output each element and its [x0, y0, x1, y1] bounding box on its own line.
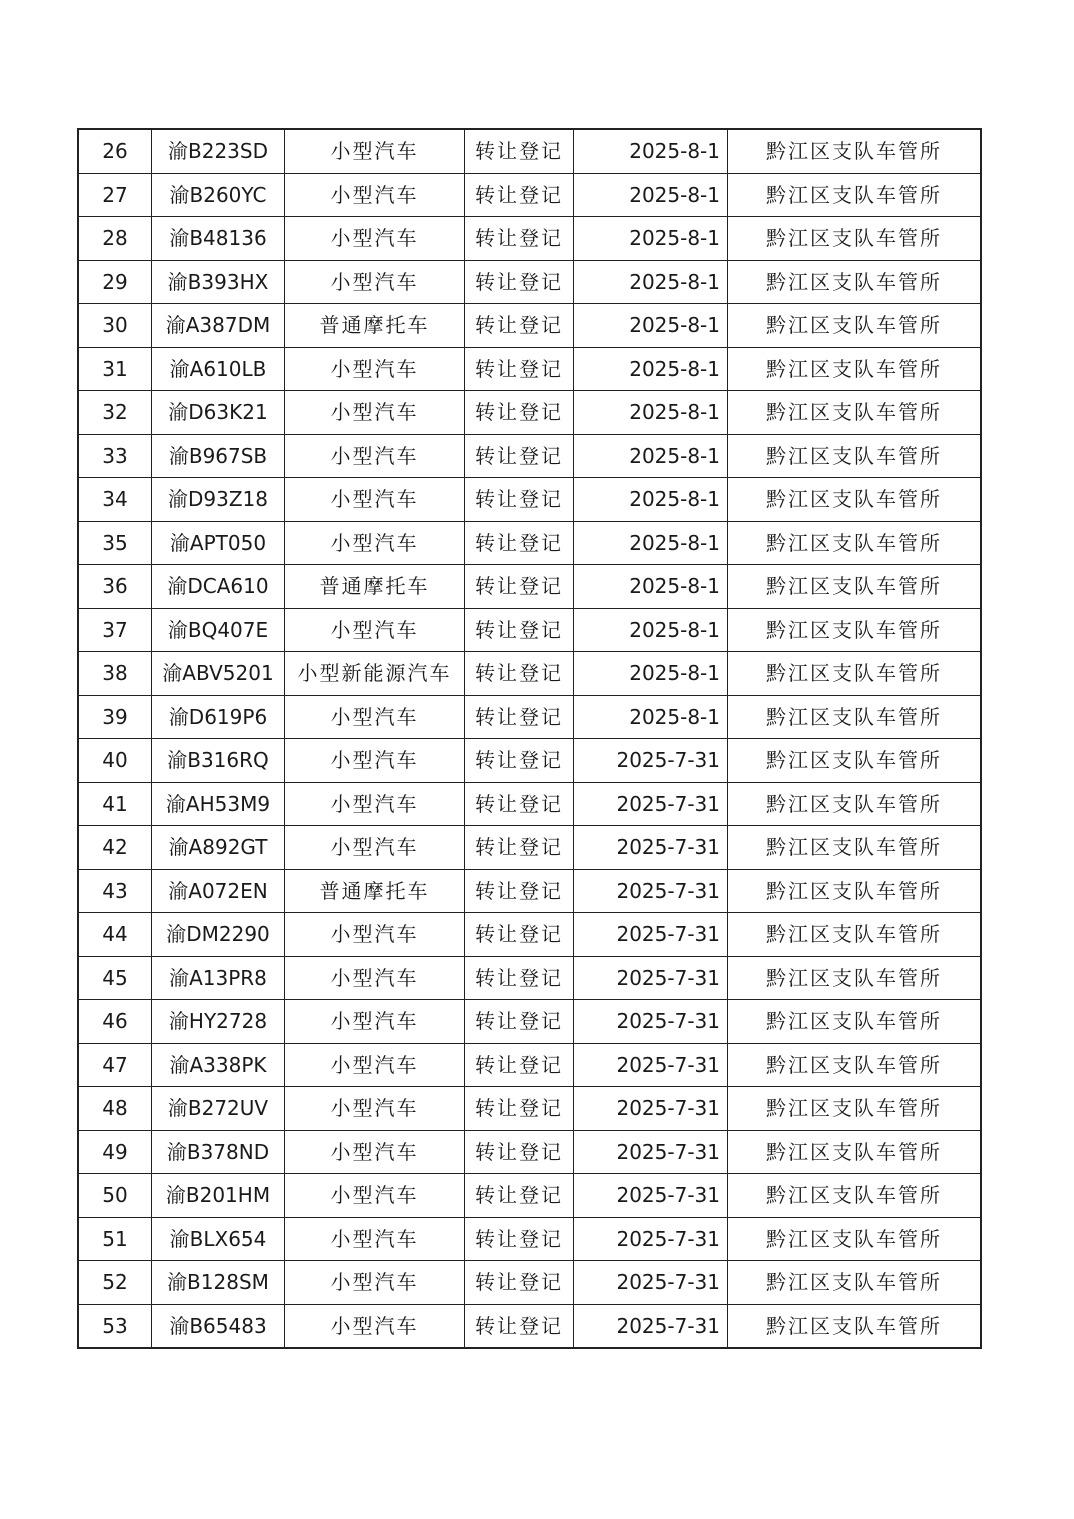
office-cell: 黔江区支队车管所: [728, 434, 982, 478]
seq-cell: 45: [78, 956, 152, 1000]
seq-cell: 37: [78, 608, 152, 652]
plate-cell: 渝B378ND: [152, 1130, 285, 1174]
table-row: [78, 782, 981, 826]
office-cell: 黔江区支队车管所: [728, 565, 982, 609]
business-type-cell: 转让登记: [465, 478, 574, 522]
table-row: [78, 1217, 981, 1261]
office-cell: 黔江区支队车管所: [728, 956, 982, 1000]
table-row: [78, 478, 981, 522]
seq-cell: 27: [78, 173, 152, 217]
office-cell: 黔江区支队车管所: [728, 304, 982, 348]
table-row: [78, 173, 981, 217]
seq-cell: 42: [78, 826, 152, 870]
date-cell: 2025-8-1: [574, 478, 728, 522]
table-row: [78, 565, 981, 609]
plate-cell: 渝HY2728: [152, 1000, 285, 1044]
vehicle-type-cell: 小型汽车: [285, 1217, 465, 1261]
table-row: [78, 913, 981, 957]
plate-cell: 渝D93Z18: [152, 478, 285, 522]
seq-cell: 43: [78, 869, 152, 913]
table-row: [78, 608, 981, 652]
plate-cell: 渝APT050: [152, 521, 285, 565]
seq-cell: 53: [78, 1304, 152, 1348]
date-cell: 2025-8-1: [574, 695, 728, 739]
date-cell: 2025-7-31: [574, 1261, 728, 1305]
business-type-cell: 转让登记: [465, 1000, 574, 1044]
table-row: [78, 521, 981, 565]
office-cell: 黔江区支队车管所: [728, 1304, 982, 1348]
seq-cell: 36: [78, 565, 152, 609]
vehicle-type-cell: 小型汽车: [285, 782, 465, 826]
seq-cell: 35: [78, 521, 152, 565]
vehicle-type-cell: 普通摩托车: [285, 304, 465, 348]
date-cell: 2025-7-31: [574, 1000, 728, 1044]
seq-cell: 47: [78, 1043, 152, 1087]
business-type-cell: 转让登记: [465, 956, 574, 1000]
date-cell: 2025-8-1: [574, 129, 728, 173]
business-type-cell: 转让登记: [465, 913, 574, 957]
seq-cell: 50: [78, 1174, 152, 1218]
vehicle-type-cell: 小型汽车: [285, 434, 465, 478]
plate-cell: 渝A892GT: [152, 826, 285, 870]
seq-cell: 48: [78, 1087, 152, 1131]
business-type-cell: 转让登记: [465, 782, 574, 826]
plate-cell: 渝B272UV: [152, 1087, 285, 1131]
vehicle-type-cell: 小型汽车: [285, 608, 465, 652]
date-cell: 2025-7-31: [574, 782, 728, 826]
vehicle-type-cell: 小型新能源汽车: [285, 652, 465, 696]
table-row: [78, 1000, 981, 1044]
vehicle-type-cell: 小型汽车: [285, 129, 465, 173]
seq-cell: 28: [78, 217, 152, 261]
business-type-cell: 转让登记: [465, 739, 574, 783]
seq-cell: 40: [78, 739, 152, 783]
table-row: [78, 217, 981, 261]
table-row: [78, 1174, 981, 1218]
table-row: [78, 1130, 981, 1174]
plate-cell: 渝B128SM: [152, 1261, 285, 1305]
business-type-cell: 转让登记: [465, 1174, 574, 1218]
business-type-cell: 转让登记: [465, 260, 574, 304]
seq-cell: 51: [78, 1217, 152, 1261]
plate-cell: 渝B260YC: [152, 173, 285, 217]
vehicle-type-cell: 小型汽车: [285, 1174, 465, 1218]
table-row: [78, 739, 981, 783]
plate-cell: 渝DCA610: [152, 565, 285, 609]
office-cell: 黔江区支队车管所: [728, 347, 982, 391]
date-cell: 2025-7-31: [574, 826, 728, 870]
date-cell: 2025-7-31: [574, 913, 728, 957]
vehicle-type-cell: 小型汽车: [285, 1087, 465, 1131]
vehicle-type-cell: 小型汽车: [285, 347, 465, 391]
table-row: [78, 304, 981, 348]
office-cell: 黔江区支队车管所: [728, 129, 982, 173]
plate-cell: 渝DM2290: [152, 913, 285, 957]
plate-cell: 渝B223SD: [152, 129, 285, 173]
date-cell: 2025-7-31: [574, 869, 728, 913]
office-cell: 黔江区支队车管所: [728, 739, 982, 783]
seq-cell: 32: [78, 391, 152, 435]
office-cell: 黔江区支队车管所: [728, 913, 982, 957]
office-cell: 黔江区支队车管所: [728, 695, 982, 739]
vehicle-type-cell: 小型汽车: [285, 1000, 465, 1044]
business-type-cell: 转让登记: [465, 434, 574, 478]
office-cell: 黔江区支队车管所: [728, 521, 982, 565]
date-cell: 2025-7-31: [574, 1174, 728, 1218]
seq-cell: 39: [78, 695, 152, 739]
vehicle-type-cell: 小型汽车: [285, 1043, 465, 1087]
seq-cell: 38: [78, 652, 152, 696]
business-type-cell: 转让登记: [465, 129, 574, 173]
office-cell: 黔江区支队车管所: [728, 652, 982, 696]
plate-cell: 渝A13PR8: [152, 956, 285, 1000]
date-cell: 2025-8-1: [574, 565, 728, 609]
vehicle-type-cell: 小型汽车: [285, 956, 465, 1000]
date-cell: 2025-7-31: [574, 1130, 728, 1174]
vehicle-type-cell: 普通摩托车: [285, 565, 465, 609]
vehicle-type-cell: 小型汽车: [285, 739, 465, 783]
table-row: [78, 652, 981, 696]
vehicle-type-cell: 小型汽车: [285, 1261, 465, 1305]
date-cell: 2025-8-1: [574, 434, 728, 478]
plate-cell: 渝A338PK: [152, 1043, 285, 1087]
table-row: [78, 347, 981, 391]
date-cell: 2025-7-31: [574, 739, 728, 783]
office-cell: 黔江区支队车管所: [728, 782, 982, 826]
seq-cell: 49: [78, 1130, 152, 1174]
office-cell: 黔江区支队车管所: [728, 1087, 982, 1131]
vehicle-type-cell: 小型汽车: [285, 478, 465, 522]
seq-cell: 30: [78, 304, 152, 348]
vehicle-type-cell: 小型汽车: [285, 521, 465, 565]
plate-cell: 渝AH53M9: [152, 782, 285, 826]
business-type-cell: 转让登记: [465, 1304, 574, 1348]
date-cell: 2025-7-31: [574, 1304, 728, 1348]
office-cell: 黔江区支队车管所: [728, 217, 982, 261]
vehicle-type-cell: 小型汽车: [285, 391, 465, 435]
table-row: [78, 956, 981, 1000]
date-cell: 2025-8-1: [574, 304, 728, 348]
vehicle-type-cell: 小型汽车: [285, 695, 465, 739]
plate-cell: 渝BQ407E: [152, 608, 285, 652]
vehicle-type-cell: 小型汽车: [285, 1130, 465, 1174]
table-row: [78, 1261, 981, 1305]
table-row: [78, 1087, 981, 1131]
date-cell: 2025-8-1: [574, 217, 728, 261]
table-row: [78, 260, 981, 304]
business-type-cell: 转让登记: [465, 826, 574, 870]
plate-cell: 渝D63K21: [152, 391, 285, 435]
table-row: [78, 695, 981, 739]
plate-cell: 渝B967SB: [152, 434, 285, 478]
office-cell: 黔江区支队车管所: [728, 260, 982, 304]
plate-cell: 渝A610LB: [152, 347, 285, 391]
office-cell: 黔江区支队车管所: [728, 1000, 982, 1044]
date-cell: 2025-8-1: [574, 173, 728, 217]
seq-cell: 52: [78, 1261, 152, 1305]
seq-cell: 41: [78, 782, 152, 826]
seq-cell: 44: [78, 913, 152, 957]
table-row: [78, 129, 981, 173]
vehicle-type-cell: 小型汽车: [285, 260, 465, 304]
plate-cell: 渝B65483: [152, 1304, 285, 1348]
office-cell: 黔江区支队车管所: [728, 173, 982, 217]
plate-cell: 渝B393HX: [152, 260, 285, 304]
office-cell: 黔江区支队车管所: [728, 608, 982, 652]
plate-cell: 渝B201HM: [152, 1174, 285, 1218]
date-cell: 2025-7-31: [574, 1043, 728, 1087]
office-cell: 黔江区支队车管所: [728, 1174, 982, 1218]
date-cell: 2025-7-31: [574, 1087, 728, 1131]
office-cell: 黔江区支队车管所: [728, 869, 982, 913]
business-type-cell: 转让登记: [465, 869, 574, 913]
office-cell: 黔江区支队车管所: [728, 1043, 982, 1087]
plate-cell: 渝B48136: [152, 217, 285, 261]
business-type-cell: 转让登记: [465, 652, 574, 696]
office-cell: 黔江区支队车管所: [728, 478, 982, 522]
seq-cell: 26: [78, 129, 152, 173]
date-cell: 2025-8-1: [574, 260, 728, 304]
business-type-cell: 转让登记: [465, 565, 574, 609]
office-cell: 黔江区支队车管所: [728, 826, 982, 870]
date-cell: 2025-8-1: [574, 391, 728, 435]
date-cell: 2025-7-31: [574, 956, 728, 1000]
table-row: [78, 1043, 981, 1087]
seq-cell: 46: [78, 1000, 152, 1044]
seq-cell: 29: [78, 260, 152, 304]
table-row: [78, 391, 981, 435]
records-table-body: [78, 129, 981, 1348]
business-type-cell: 转让登记: [465, 304, 574, 348]
date-cell: 2025-8-1: [574, 652, 728, 696]
table-row: [78, 434, 981, 478]
seq-cell: 31: [78, 347, 152, 391]
vehicle-type-cell: 小型汽车: [285, 826, 465, 870]
table-row: [78, 869, 981, 913]
table-row: [78, 826, 981, 870]
business-type-cell: 转让登记: [465, 1087, 574, 1131]
office-cell: 黔江区支队车管所: [728, 1217, 982, 1261]
office-cell: 黔江区支队车管所: [728, 1130, 982, 1174]
seq-cell: 34: [78, 478, 152, 522]
plate-cell: 渝B316RQ: [152, 739, 285, 783]
date-cell: 2025-7-31: [574, 1217, 728, 1261]
business-type-cell: 转让登记: [465, 521, 574, 565]
business-type-cell: 转让登记: [465, 391, 574, 435]
business-type-cell: 转让登记: [465, 1261, 574, 1305]
business-type-cell: 转让登记: [465, 1043, 574, 1087]
date-cell: 2025-8-1: [574, 521, 728, 565]
office-cell: 黔江区支队车管所: [728, 1261, 982, 1305]
vehicle-type-cell: 普通摩托车: [285, 869, 465, 913]
business-type-cell: 转让登记: [465, 695, 574, 739]
date-cell: 2025-8-1: [574, 608, 728, 652]
business-type-cell: 转让登记: [465, 608, 574, 652]
office-cell: 黔江区支队车管所: [728, 391, 982, 435]
records-table: [77, 128, 982, 1349]
vehicle-type-cell: 小型汽车: [285, 173, 465, 217]
business-type-cell: 转让登记: [465, 173, 574, 217]
vehicle-type-cell: 小型汽车: [285, 913, 465, 957]
plate-cell: 渝D619P6: [152, 695, 285, 739]
business-type-cell: 转让登记: [465, 1217, 574, 1261]
plate-cell: 渝ABV5201: [152, 652, 285, 696]
plate-cell: 渝A072EN: [152, 869, 285, 913]
business-type-cell: 转让登记: [465, 217, 574, 261]
business-type-cell: 转让登记: [465, 1130, 574, 1174]
plate-cell: 渝BLX654: [152, 1217, 285, 1261]
table-row: [78, 1304, 981, 1348]
date-cell: 2025-8-1: [574, 347, 728, 391]
plate-cell: 渝A387DM: [152, 304, 285, 348]
vehicle-type-cell: 小型汽车: [285, 217, 465, 261]
business-type-cell: 转让登记: [465, 347, 574, 391]
vehicle-type-cell: 小型汽车: [285, 1304, 465, 1348]
seq-cell: 33: [78, 434, 152, 478]
